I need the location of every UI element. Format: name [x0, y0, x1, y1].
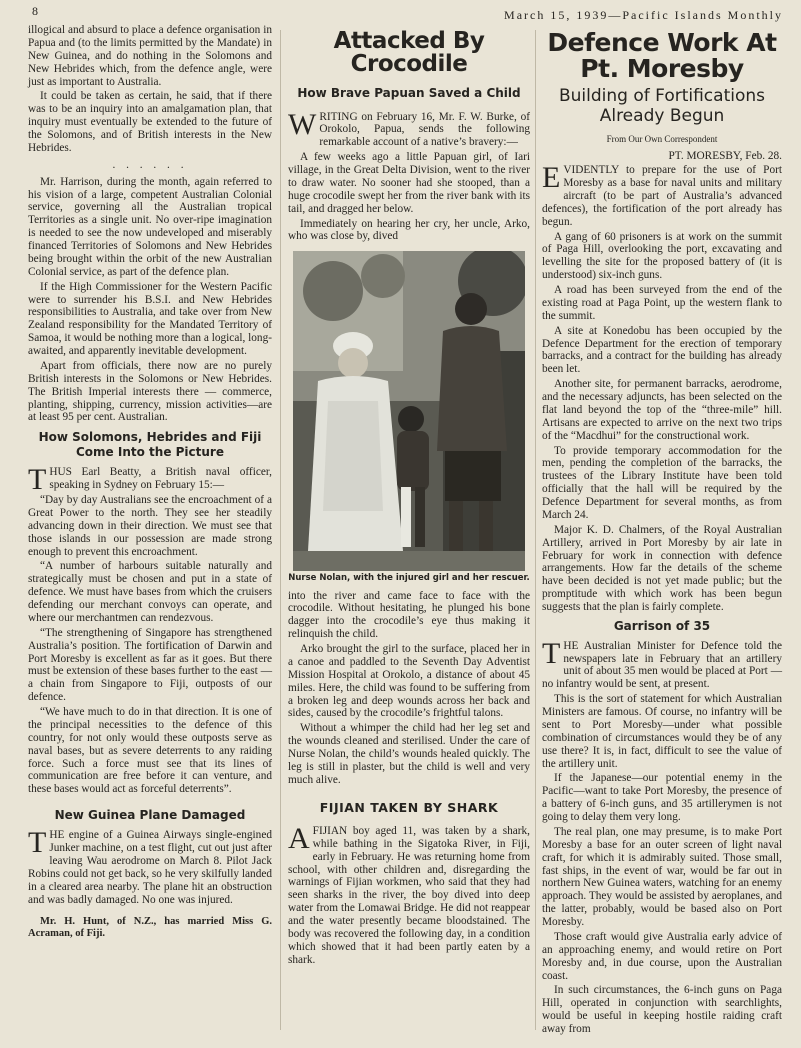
middle-column	[288, 24, 530, 969]
paragraph: Arko brought the girl to the surface, placed her in a canoe and paddled to the Seventh Day Adventist Mission Hospital at Orokolo, a distance of about 45 miles. Here, the child was found to be suffering from a broken leg and deep wounds across her back and sides, caused by the crocodile’s frightful talons.	[288, 643, 530, 720]
separator: . . . . . .	[112, 158, 188, 171]
byline: From Our Own Correspondent	[606, 134, 718, 145]
paragraph-text: HE Australian Minister for Defence told the newspapers late in February that an artillery unit of about 35 men would be placed at Port — no infantry would be sent, at present.	[542, 639, 782, 691]
paragraph: To provide temporary accommodation for the men, pending the completion of the barracks, the trustees of the Library Institute have been told officially that the hall will be required by the Defence Department for several months, as from March 24.	[542, 444, 782, 521]
section-heading: New Guinea Plane Damaged	[54, 808, 246, 823]
section-heading: Garrison of 35	[613, 618, 711, 633]
paragraph: “We have much to do in that direction. It is one of the principal necessities to the defence of this country, for not only would these outposts serve as naval bases, but as severe deterrents to any raiding force. Such a force must see that its lines of communication are free before it can venture, and these bases would act as forceful deterrents”.	[28, 706, 272, 796]
paragraph: The real plan, one may presume, is to make Port Moresby a base for an outer screen of light naval craft, for which it is admirably suited. Those small, fast ships, in the event of war, would be far out in northern New Guinea waters, watching for an enemy approach. They would be assisted by aeroplanes, and the latter, probably, would be based also on Port Moresby.	[542, 825, 782, 929]
section-heading: FIJIAN TAKEN BY SHARK	[319, 799, 499, 815]
paragraph: Immediately on hearing her cry, her uncle, Arko, who was close by, dived	[288, 217, 530, 243]
left-column	[28, 24, 272, 942]
paragraph	[542, 636, 782, 692]
paragraph: “Day by day Australians see the encroachment of a Great Power to the north. They see her steadily advancing down in their direction. We must see that those islands in our possession are made strong enough to prevent this encroachment.	[28, 494, 272, 558]
paragraph-text: FIJIAN boy aged 11, was taken by a shark, while bathing in the Sigatoka River, in Fiji, early in February. He was returning home from school, with other children and, disregarding the warnings of Fijian workmen, who said that they had seen sharks in the river, the boy dived into deep water from the Lomawai Bridge. He did not reappear and the water presently became bloodstained. The body was recovered the following day, in a condition which showed that it had been partly eaten by a shark.	[288, 824, 530, 966]
notice: Mr. H. Hunt, of N.Z., has married Miss G. Acraman, of Fiji.	[28, 916, 272, 940]
photo-image	[293, 251, 525, 571]
right-column	[542, 24, 782, 1038]
paragraph: A site at Konedobu has been occupied by the Defence Department for the erection of temporary barracks, and a contract for the building has already been let.	[542, 324, 782, 376]
section-heading: How Solomons, Hebrides and Fiji Come Into the Picture	[38, 430, 262, 460]
drop-cap: T	[28, 463, 47, 497]
article-subtitle: Building of Fortifications Already Begun	[558, 86, 765, 126]
column-rule	[280, 30, 281, 1030]
paragraph: It could be taken as certain, he said, that if there was to be an inquiry into an amalgamation plan, that inquiry must eventually be extended to the future of the Solomons, and of British interests in the New Hebrides.	[28, 90, 272, 154]
article-subtitle: How Brave Papuan Saved a Child	[297, 85, 521, 100]
dateline: PT. MORESBY, Feb. 28.	[668, 150, 782, 163]
paragraph: Without a whimper the child had her leg set and the wounds cleaned and sterilised. Under the care of Nurse Nolan, the child’s wounds healed quickly. The leg is still in plaster, but the child is well and very much alive.	[288, 722, 530, 786]
paragraph: “The strengthening of Singapore has strengthened Australia’s position. The fortification of Darwin and Port Moresby is excellent as far as it goes. But there must be extension of these bases further to the east — a chain from Singapore to Fiji, outposts of our defence.	[28, 626, 272, 704]
paragraph: Those craft would give Australia early advice of an approaching enemy, and would retire on Port Moresby and, in due course, upon the Australian coast.	[542, 930, 782, 982]
drop-cap: T	[28, 826, 47, 860]
paragraph: Apart from officials, there now are no purely British interests in the Solomons or New Hebrides. The British Imperial interests there — commerce, planting, shipping, currency, mission activities—are at least 95 per cent. Australian.	[28, 359, 272, 424]
drop-cap: T	[542, 636, 561, 670]
running-head: March 15, 1939—Pacific Islands Monthly	[504, 8, 783, 22]
article-title: Defence Work At Pt. Moresby	[547, 28, 777, 83]
paragraph: If the Japanese—our potential enemy in the Pacific—want to take Port Moresby, the presence of a battery of 6-inch guns, and 35 artillerymen is not going to delay them very long.	[542, 772, 782, 824]
paragraph	[542, 161, 782, 228]
paragraph: A road has been surveyed from the end of the existing road at Paga Point, up the western flank to the summit.	[542, 284, 782, 322]
drop-cap: W	[288, 107, 317, 141]
paragraph: illogical and absurd to place a defence organisation in Papua and (to the limits permitted by the Mandate) in New Guinea, and do nothing in the Solomons and New Hebrides which, from the defence angle, were just as important to Australia.	[28, 24, 272, 88]
paragraph: In such circumstances, the 6-inch guns on Paga Hill, operated in conjunction with searchlights, would be useful in keeping hostile raiding craft away from	[542, 984, 782, 1036]
page-number: 8	[32, 4, 38, 18]
paragraph	[28, 463, 272, 497]
paragraph: into the river and came face to face with the crocodile. Without hesitating, he plunged his bone dagger into the crocodile’s eye thus making it relinquish the child.	[288, 589, 530, 641]
paragraph: A few weeks ago a little Papuan girl, of Iari village, in the Great Delta Division, went to the river to draw water. No sooner had she stooped, than a huge crocodile swept her from the river bank with its tail, and dragged her below.	[288, 151, 530, 215]
paragraph	[288, 821, 530, 967]
column-rule	[535, 30, 536, 1030]
article-title: Attacked By Crocodile	[333, 28, 485, 78]
paragraph: A gang of 60 prisoners is at work on the summit of Paga Hill, overlooking the port, excavating and levelling the site for the proposed battery of (it is understood) six-inch guns.	[542, 230, 782, 282]
paragraph: Another site, for permanent barracks, aerodrome, and the necessary adjuncts, has been selected on the flat land beyond the top of the “three-mile” hill. Artisans are expected to arrive on the next two trips of the “Macdhui” for the constructional work.	[542, 378, 782, 442]
photo-caption: Nurse Nolan, with the injured girl and her rescuer.	[288, 573, 530, 584]
drop-cap: E	[542, 161, 561, 195]
paragraph: If the High Commissioner for the Western Pacific were to surrender his B.S.I. and New Hebrides responsibilities to Australia, and take over from New Zealand responsibility for the Mandated Territory of Samoa, it would be nothing more than a logical, long-awaited, and apparently inevitable development.	[28, 280, 272, 357]
paragraph: Major K. D. Chalmers, of the Royal Australian Artillery, arrived in Port Moresby by air late in February for work in connection with defence arrangements. How far the details of the scheme have been decided is not yet made public; but the promptitude with which work has been begun suggests that the plan is fairly complete.	[542, 523, 782, 614]
paragraph: “A number of harbours suitable naturally and strategically must be chosen and put in a state of defence. We must have bases from which the cruisers defending our merchant convoys can operate, and where our merchantmen can rendezvous.	[28, 560, 272, 624]
paragraph	[288, 107, 530, 150]
paragraph: Mr. Harrison, during the month, again referred to his vision of a large, competent Australian Colonial service, governing all the Australian tropical Territories as a single unit. No over-ripe imagination is needed to see the now undeveloped and miserably financed Territories of Solomons and New Hebrides being brought within the orbit of the new Australian Colonial service, as part of the defence plan.	[28, 175, 272, 278]
drop-cap: A	[288, 821, 310, 855]
paragraph: This is the sort of statement for which Australian Ministers are famous. Of course, no infantry will be sent to Port Moresby—under what possible combination of circumstances would they be of any use there? It is, in fact, difficult to see the value of the artillery unit.	[542, 693, 782, 770]
paragraph-text: RITING on February 16, Mr. F. W. Burke, of Orokolo, Papua, sends the following remarkable account of a native’s bravery:—	[319, 110, 530, 149]
paragraph	[28, 826, 272, 906]
photo-nurse-girl-rescuer	[293, 251, 525, 571]
paragraph-text: HUS Earl Beatty, a British naval officer, speaking in Sydney on February 15:—	[49, 466, 272, 492]
paragraph-text: HE engine of a Guinea Airways single-engined Junker machine, on a test flight, cut out just after leaving Wau aerodrome on March 8. Pilot Jack Robins could not get back, so he very skilfully landed in a cleared area nearby. The plane hit an obstruction and was badly damaged. No one was injured.	[28, 829, 272, 906]
paragraph-text: VIDENTLY to prepare for the use of Port Moresby as a base for naval units and military aircraft (to be part of Australia’s advanced defences), the fortification of the port already has begun.	[542, 164, 782, 228]
